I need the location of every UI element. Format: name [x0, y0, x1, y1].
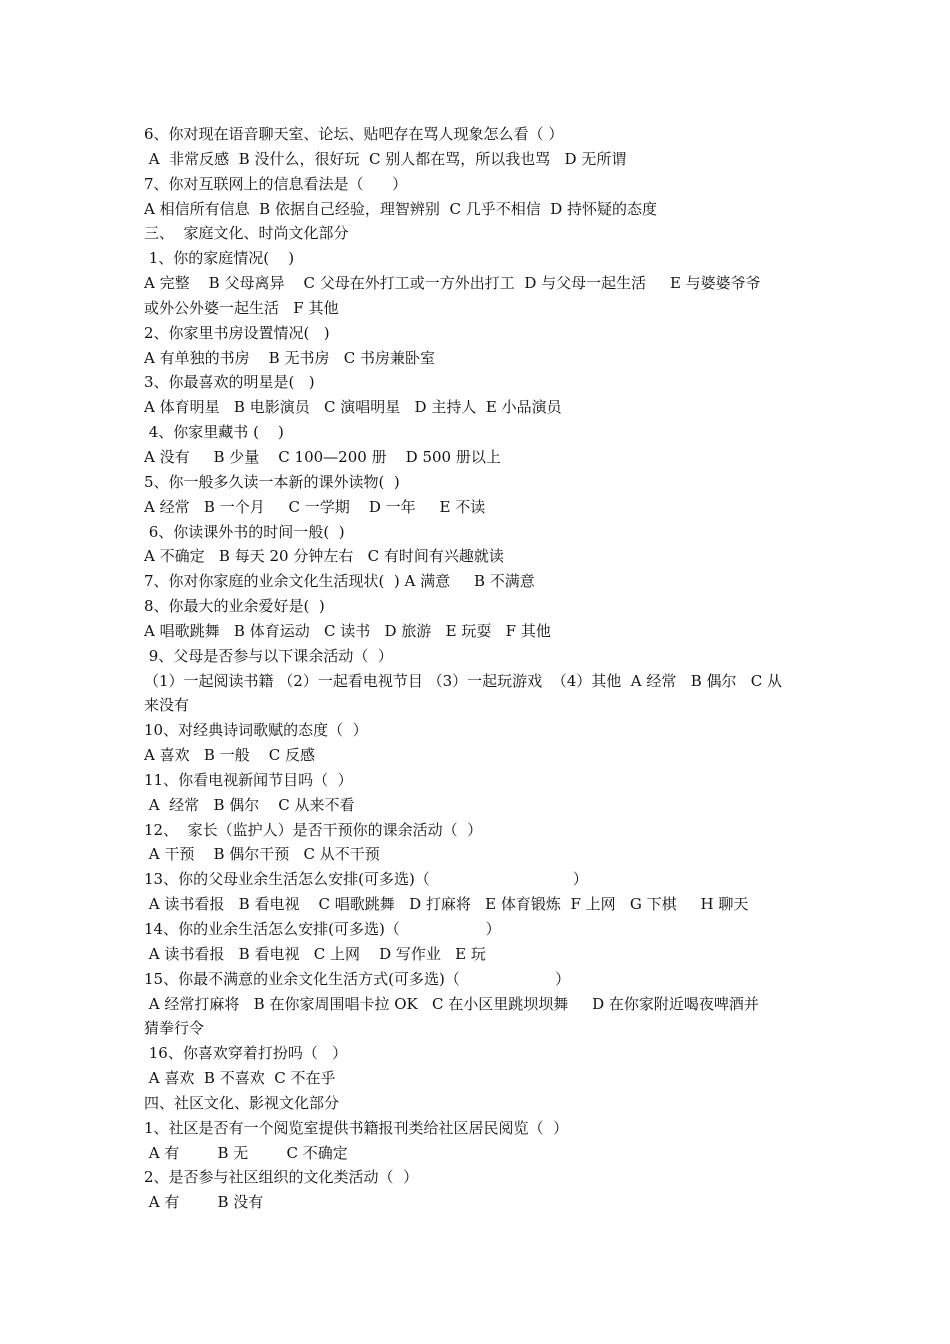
question-line: 13、你的父母业余生活怎么安排(可多选)（ ） — [144, 870, 588, 889]
document-page — [144, 122, 816, 1215]
question-line: 6、你读课外书的时间一般( ) — [144, 522, 345, 541]
answer-options-line: A 相信所有信息 B 依据自己经验，理智辨别 C 几乎不相信 D 持怀疑的态度 — [144, 199, 658, 218]
question-line: 3、你最喜欢的明星是( ) — [144, 373, 315, 392]
question-line: 14、你的业余生活怎么安排(可多选)（ ） — [144, 920, 501, 938]
question-line: 2、你家里书房设置情况( ) — [144, 323, 330, 342]
answer-options-line: A 经常 B 一个月 C 一学期 D 一年 E 不读 — [144, 497, 486, 516]
section-heading: 四、社区文化、影视文化部分 — [144, 1093, 340, 1112]
question-line: 4、你家里藏书 ( ) — [144, 423, 284, 442]
question-line: 1、你的家庭情况( ) — [144, 249, 295, 268]
answer-options-line: A 读书看报 B 看电视 C 上网 D 写作业 E 玩 — [144, 944, 486, 963]
answer-options-line: A 没有 B 少量 C 100—200 册 D 500 册以上 — [144, 447, 501, 466]
answer-options-line: A 体育明星 B 电影演员 C 演唱明星 D 主持人 E 小品演员 — [144, 398, 562, 417]
answer-options-line: A 喜欢 B 一般 C 反感 — [144, 746, 316, 765]
question-line: 12、 家长（监护人）是否干预你的课余活动（ ） — [144, 820, 483, 839]
answer-options-line: A 有 B 无 C 不确定 — [144, 1143, 348, 1162]
question-line: 10、对经典诗词歌赋的态度（ ） — [144, 721, 368, 740]
question-line: 7、你对互联网上的信息看法是（ ） — [144, 174, 408, 193]
question-line: 15、你最不满意的业余文化生活方式(可多选)（ ） — [144, 969, 571, 988]
question-line: 11、你看电视新闻节目吗（ ） — [144, 770, 353, 789]
answer-options-line: A 喜欢 B 不喜欢 C 不在乎 — [144, 1069, 336, 1088]
answer-options-line: A 经常打麻将 B 在你家周围唱卡拉 OK C 在小区里跳坝坝舞 D 在你家附近喝夜啤酒并 — [144, 994, 759, 1013]
question-line: 1、社区是否有一个阅览室提供书籍报刊类给社区居民阅览（ ） — [144, 1118, 569, 1137]
answer-options-continuation: 来没有 — [144, 696, 190, 715]
question-line: 9、父母是否参与以下课余活动（ ） — [144, 646, 393, 665]
answer-options-line: A 干预 B 偶尔干预 C 从不干预 — [144, 845, 380, 864]
answer-options-line: A 有单独的书房 B 无书房 C 书房兼卧室 — [144, 348, 436, 367]
answer-options-line: A 有 B 没有 — [144, 1193, 264, 1212]
question-line: 6、你对现在语音聊天室、论坛、贴吧存在骂人现象怎么看（ ） — [144, 125, 564, 143]
answer-options-line: A 经常 B 偶尔 C 从来不看 — [144, 795, 355, 814]
question-line: 2、是否参与社区组织的文化类活动（ ） — [144, 1168, 419, 1187]
question-line: 8、你最大的业余爱好是( ) — [144, 597, 325, 616]
question-line: 7、你对你家庭的业余文化生活现状( ) A 满意 B 不满意 — [144, 572, 535, 591]
answer-options-line: A 完整 B 父母离异 C 父母在外打工或一方外出打工 D 与父母一起生活 E 与婆婆爷爷 — [144, 274, 761, 293]
answer-options-line: A 非常反感 B 没什么，很好玩 C 别人都在骂，所以我也骂 D 无所谓 — [144, 149, 627, 168]
answer-options-line: A 不确定 B 每天 20 分钟左右 C 有时间有兴趣就读 — [144, 547, 504, 566]
answer-options-line: A 唱歌跳舞 B 体育运动 C 读书 D 旅游 E 玩耍 F 其他 — [144, 621, 551, 640]
answer-options-line: （1）一起阅读书籍 （2）一起看电视节目 （3）一起玩游戏 （4）其他 A 经常 B 偶尔 C 从 — [144, 671, 783, 690]
question-line: 16、你喜欢穿着打扮吗（ ） — [144, 1044, 348, 1063]
answer-options-line: A 读书看报 B 看电视 C 唱歌跳舞 D 打麻将 E 体育锻炼 F 上网 G 下棋 H 聊天 — [144, 895, 749, 914]
section-heading: 三、 家庭文化、时尚文化部分 — [144, 224, 349, 243]
answer-options-continuation: 猜拳行令 — [144, 1019, 205, 1038]
answer-options-continuation: 或外公外婆一起生活 F 其他 — [144, 298, 339, 317]
question-line: 5、你一般多久读一本新的课外读物( ) — [144, 472, 400, 491]
